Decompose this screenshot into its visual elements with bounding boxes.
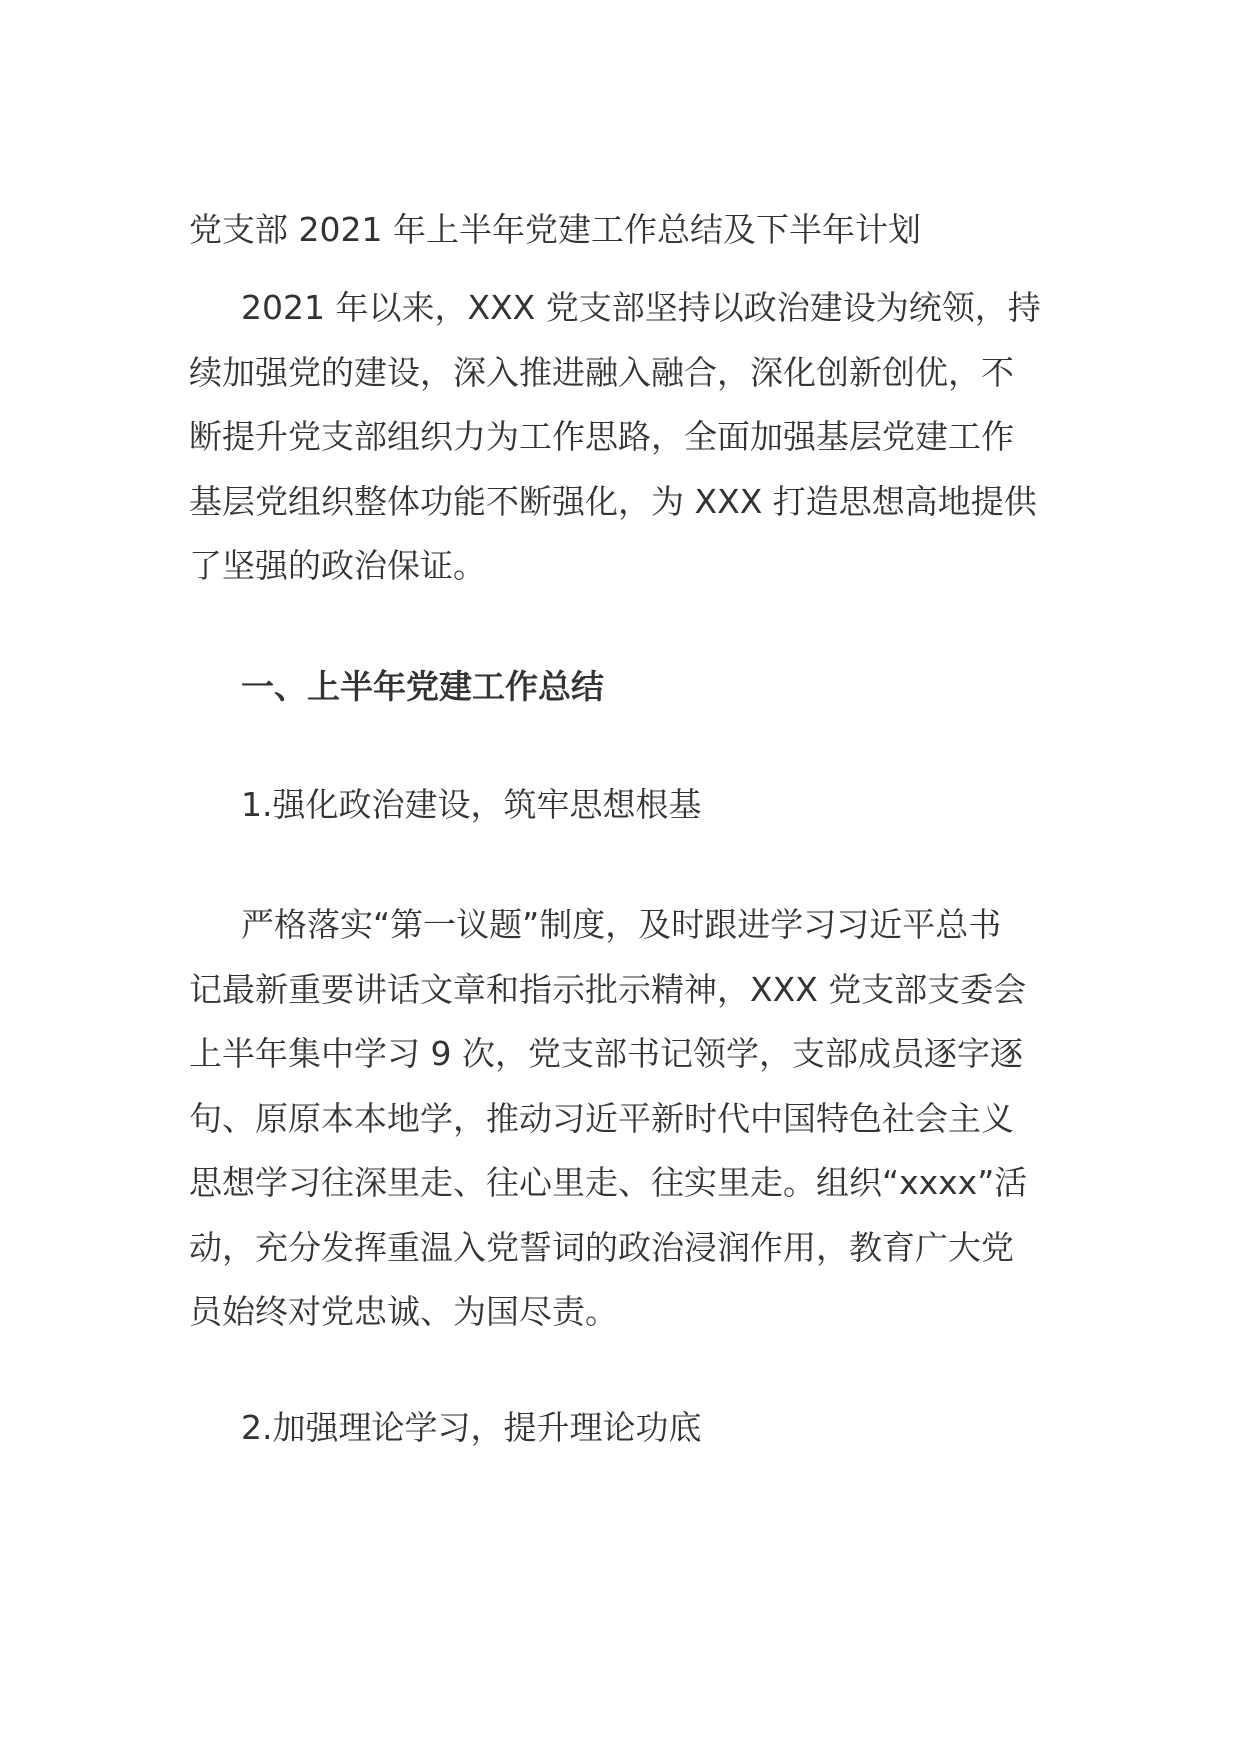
subsection-heading-2: 2.加强理论学习，提升理论功底 [241,1408,702,1447]
body-line: 上半年集中学习 9 次，党支部书记领学，支部成员逐字逐 [189,1034,1023,1073]
intro-paragraph [189,276,1079,599]
subsection-1-paragraph [189,893,1079,1345]
intro-line: 断提升党支部组织力为工作思路，全面加强基层党建工作 [189,417,1014,456]
body-line: 记最新重要讲话文章和指示批示精神，XXX 党支部支委会 [189,969,1027,1009]
body-line: 思想学习往深里走、往心里走、往实里走。组织“xxxx”活 [189,1163,1028,1202]
intro-line: 续加强党的建设，深入推进融入融合，深化创新创优，不 [189,352,1014,392]
intro-line: 2021 年以来，XXX 党支部坚持以政治建设为统领，持 [241,288,1041,327]
document-title: 党支部 2021 年上半年党建工作总结及下半年计划 [189,210,921,249]
intro-line: 了坚强的政治保证。 [189,546,486,585]
section-heading: 一、上半年党建工作总结 [241,667,604,706]
body-line: 句、原原本本地学，推动习近平新时代中国特色社会主义 [189,1098,1014,1138]
intro-line: 基层党组织整体功能不断强化，为 XXX 打造思想高地提供 [189,481,1037,521]
subsection-heading-1: 1.强化政治建设，筑牢思想根基 [241,785,702,824]
body-line: 员始终对党忠诚、为国尽责。 [189,1292,618,1331]
body-line: 严格落实“第一议题”制度，及时跟进学习习近平总书 [241,905,1002,944]
body-line: 动，充分发挥重温入党誓词的政治浸润作用，教育广大党 [189,1227,1014,1267]
